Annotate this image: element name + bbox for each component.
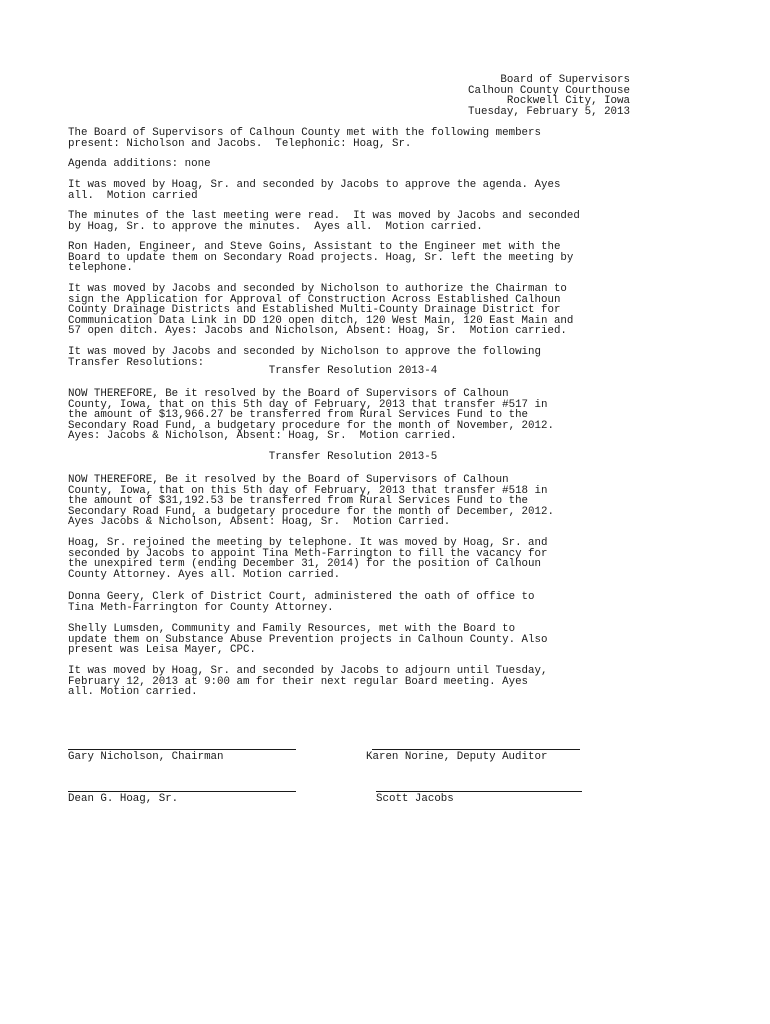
paragraph-engineer: Ron Haden, Engineer, and Steve Goins, Assistant to the Engineer met with the Board to update them on Secondary Road projects. Hoag, Sr. left the meeting by telephone. [68,241,574,275]
paragraph-approve-agenda: It was moved by Hoag, Sr. and seconded by Jacobs to approve the agenda. Ayes all. Motion carried [68,179,561,202]
paragraph-drainage: It was moved by Jacobs and seconded by Nicholson to authorize the Chairman to sign the Application for Approval of Construction Across Established Calhoun County Drainage Districts and Established Multi-County Drainage District for Communication Data Link in DD 120 open ditch, 120 West Main, 120 East Main and 57 open ditch. Ayes: Jacobs and Nicholson, Absent: Hoag, Sr. Motion carried. [68,283,574,338]
resolution-title-2: Transfer Resolution 2013-5 [268,451,438,463]
paragraph-resolution-1: NOW THEREFORE, Be it resolved by the Board of Supervisors of Calhoun County, Iowa, that on this 5th day of February, 2013 that transfer #517 in the amount of $13,966.27 be transferred from Rural Services Fund to the Secondary Road Fund, a budgetary procedure for the month of November, 2012. Ayes: Jacobs & Nicholson, Absent: Hoag, Sr. Motion carried. [68,388,554,443]
signature-line-chairman [68,749,296,750]
signature-line-deputy-auditor [372,749,580,750]
signature-line-jacobs [376,791,582,792]
header-courthouse: Calhoun County Courthouse [468,84,630,97]
resolution-title-1: Transfer Resolution 2013-4 [268,365,438,377]
header-date: Tuesday, February 5, 2013 [468,105,630,118]
paragraph-adjourn: It was moved by Hoag, Sr. and seconded by Jacobs to adjourn until Tuesday, February 12, 2013 at 9:00 am for their next regular Board meeting. Ayes all. Motion carried. [68,665,548,699]
signature-name-jacobs: Scott Jacobs [376,793,454,805]
document-header [468,75,630,117]
paragraph-transfer-intro: It was moved by Jacobs and seconded by Nicholson to approve the following Transfer Resolutions: [68,346,541,369]
paragraph-resolution-2: NOW THEREFORE, Be it resolved by the Board of Supervisors of Calhoun County, Iowa, that on this 5th day of February, 2013 that transfer #518 in the amount of $31,192.53 be transferred from Rural Services Fund to the Secondary Road Fund, a budgetary procedure for the month of December, 2012. Ayes Jacobs & Nicholson, Absent: Hoag, Sr. Motion Carried. [68,474,554,529]
paragraph-oath: Donna Geery, Clerk of District Court, administered the oath of office to Tina Meth-Farrington for County Attorney. [68,591,535,614]
paragraph-minutes: The minutes of the last meeting were read. It was moved by Jacobs and seconded by Hoag, Sr. to approve the minutes. Ayes all. Motion carried. [68,210,580,233]
signature-line-hoag [68,791,296,792]
signature-name-deputy-auditor: Karen Norine, Deputy Auditor [366,751,548,763]
header-board: Board of Supervisors [500,74,630,86]
signature-name-chairman: Gary Nicholson, Chairman [68,751,224,763]
paragraph-agenda-additions: Agenda additions: none [68,158,211,170]
header-city: Rockwell City, Iowa [506,95,630,108]
paragraph-substance-abuse: Shelly Lumsden, Community and Family Resources, met with the Board to update them on Substance Abuse Prevention projects in Calhoun County. Also present was Leisa Mayer, CPC. [68,623,548,657]
paragraph-appointment: Hoag, Sr. rejoined the meeting by telephone. It was moved by Hoag, Sr. and seconded by Jacobs to appoint Tina Meth-Farrington to fill the vacancy for the unexpired term (ending December 31, 2014) for the position of Calhoun County Attorney. Ayes all. Motion carried. [68,537,548,581]
paragraph-members: The Board of Supervisors of Calhoun County met with the following members present: Nicholson and Jacobs. Telephonic: Hoag, Sr. [68,127,541,150]
signature-name-hoag: Dean G. Hoag, Sr. [68,793,179,805]
